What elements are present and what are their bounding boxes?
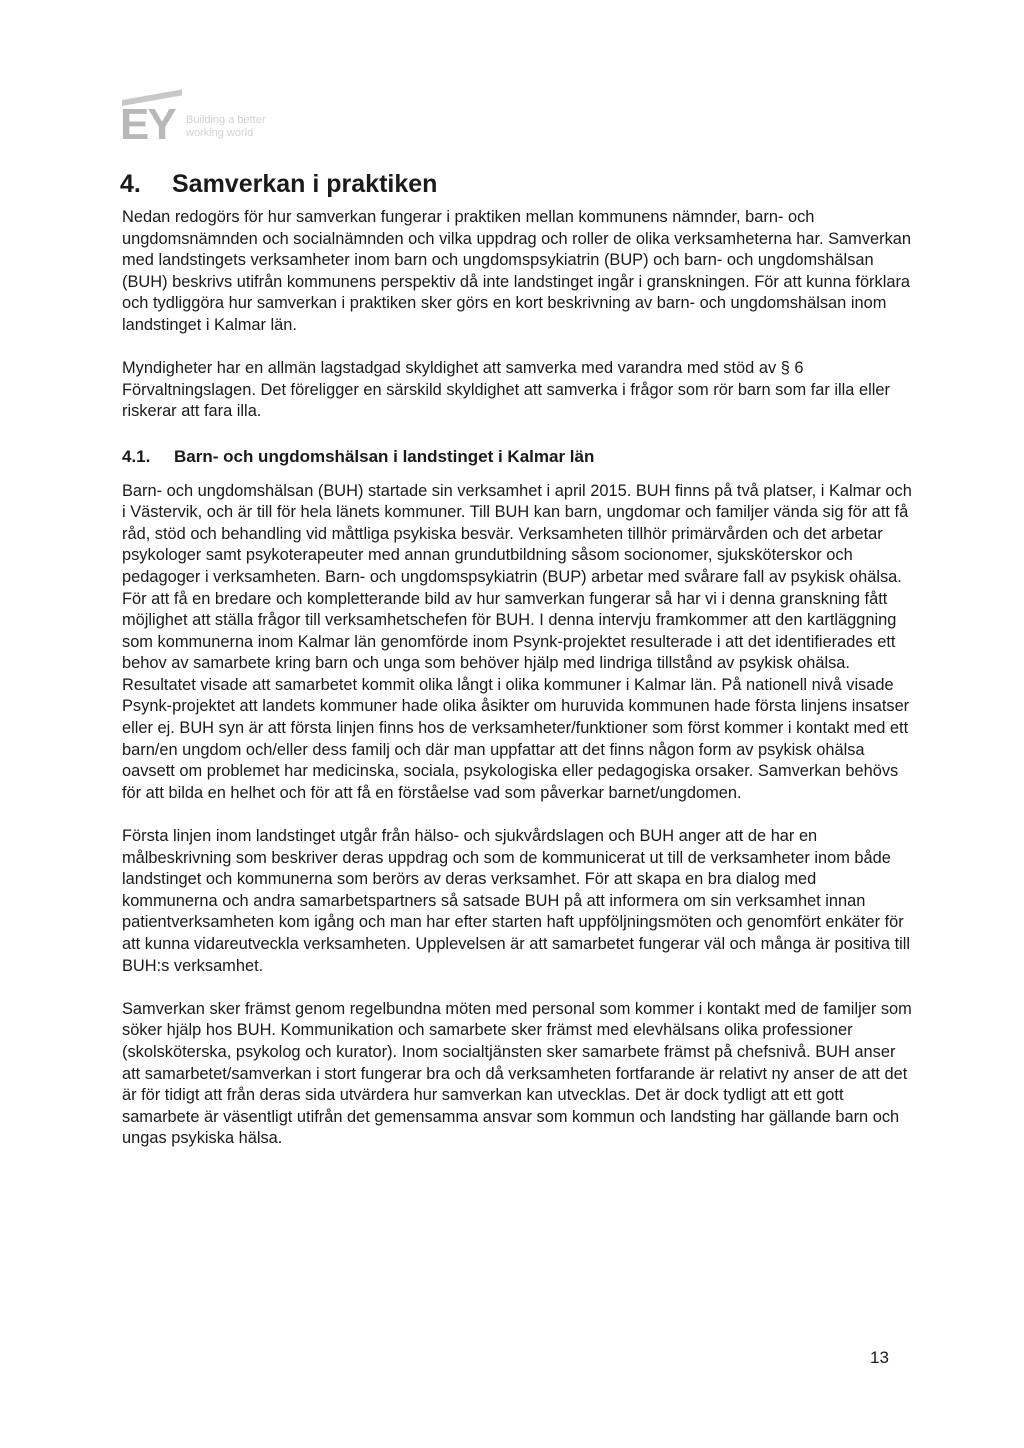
logo-tagline-line1: Building a better <box>186 114 266 126</box>
ey-logo <box>120 100 310 152</box>
logo-tagline <box>186 114 266 140</box>
paragraph-intro-2: Myndigheter har en allmän lagstadgad skyldighet att samverka med varandra med stöd av § 6 Förvaltningslagen. Det föreligger en särskild skyldighet att samverka i frågor som rör barn som far illa eller riskerar att fara illa. <box>122 359 890 421</box>
section-number: 4. <box>120 170 141 198</box>
paragraph-intro-1: Nedan redogörs för hur samverkan fungerar i praktiken mellan kommunens nämnder, barn- och ungdomsnämnden och socialnämnden och vilka uppdrag och roller de olika verksamheterna har. Samverkan med landstingets verksamheter inom barn och ungdomspsykiatrin (BUP) och barn- och ungdomshälsan (BUH) beskrivs utifrån kommunens perspektiv då inte landstinget ingår i granskningen. För att kunna förklara och tydliggöra hur samverkan i praktiken sker görs en kort beskrivning av barn- och ungdomshälsan inom landstinget i Kalmar län. <box>122 208 912 334</box>
section-title: Samverkan i praktiken <box>172 170 438 198</box>
paragraph-sub-3: Samverkan sker främst genom regelbundna möten med personal som kommer i kontakt med de familjer som söker hjälp hos BUH. Kommunikation och samarbete sker främst med elevhälsans olika professioner (skolsköterska, psykolog och kurator). Inom socialtjänsten sker samarbete främst på chefsnivå. BUH anser att samarbetet/samverkan i stort fungerar bra och då verksamheten fortfarande är relativt ny anser de att det är för tidigt att från deras sida utvärdera hur samverkan kan utvecklas. Det är dock tydligt att ett gott samarbete är väsentligt utifrån det gemensamma ansvar som kommun och landsting har gällande barn och ungas psykiska hälsa. <box>122 999 912 1148</box>
logo-mark: EY <box>120 100 175 149</box>
document-body <box>122 207 912 1172</box>
section-heading <box>120 168 437 200</box>
paragraph-sub-1: Barn- och ungdomshälsan (BUH) startade sin verksamhet i april 2015. BUH finns på två platser, i Kalmar och i Västervik, och är till för hela länets kommuner. Till BUH kan barn, ungdomar och familjer vända sig för att få råd, stöd och behandling vid måttliga psykiska besvär. Verksamheten tillhör primärvården och det arbetar psykologer samt psykoterapeuter med annan grundutbildning såsom socionomer, sjuksköterskor och pedagoger i verksamheten. Barn- och ungdomspsykiatrin (BUP) arbetar med svårare fall av psykisk ohälsa. För att få en bredare och kompletterande bild av hur samverkan fungerar så har vi i denna granskning fått möjlighet att ställa frågor till verksamhetschefen för BUH. I denna intervju framkommer att den kartläggning som kommunerna inom Kalmar län genomförde inom Psynk-projektet resulterade i att det identifierades ett behov av samarbete kring barn och unga som behöver hjälp med lindriga tillstånd av psykisk ohälsa. Resultatet visade att samarbetet kommit olika långt i olika kommuner i Kalmar län. På nationell nivå visade Psynk-projektet att landets kommuner hade olika åsikter om huruvida kommunen hade första linjens insatser eller ej. BUH syn är att första linjen finns hos de verksamheter/funktioner som först kommer i kontakt med ett barn/en ungdom och/eller dess familj och där man uppfattar att det finns någon form av psykisk ohälsa oavsett om problemet har medicinska, sociala, psykologiska eller pedagogiska orsaker. Samverkan behövs för att bilda en helhet och för att få en förståelse vad som påverkar barnet/ungdomen. <box>122 481 912 802</box>
subsection-heading <box>122 445 912 469</box>
page-number: 13 <box>870 1348 889 1367</box>
paragraph-sub-2: Första linjen inom landstinget utgår från hälso- och sjukvårdslagen och BUH anger att de har en målbeskrivning som beskriver deras uppdrag och som de kommunicerat ut till de verksamheter inom både landstinget och kommunerna som berörs av deras verksamhet. För att skapa en bra dialog med kommunerna och andra samarbetspartners så satsade BUH på att informera om sin verksamhet innan patientverksamheten kom igång och man har efter starten haft uppföljningsmöten och genomfört enkäter för att kunna vidareutveckla verksamheten. Upplevelsen är att samarbetet fungerar väl och många är positiva till BUH:s verksamhet. <box>122 827 911 975</box>
subsection-title: Barn- och ungdomshälsan i landstinget i Kalmar län <box>174 446 595 466</box>
subsection-number: 4.1. <box>122 446 151 466</box>
logo-tagline-line2: working world <box>186 127 254 139</box>
